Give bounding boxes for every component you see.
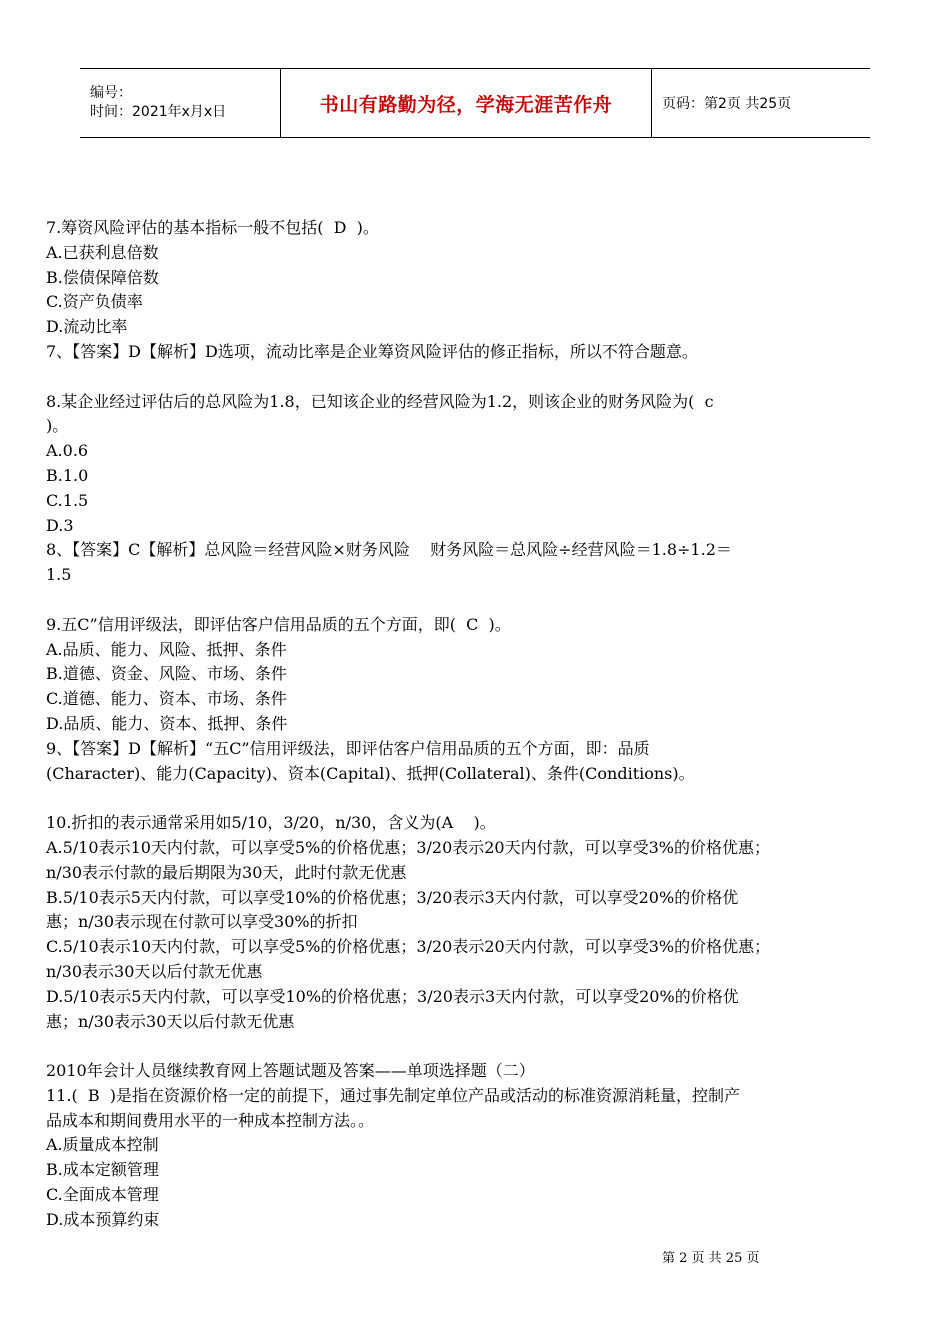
text-line: B.道德、资金、风险、市场、条件	[46, 664, 287, 684]
text-line: 1.5	[46, 565, 72, 585]
text-line: 7、【答案】D【解析】D选项，流动比率是企业筹资风险评估的修正指标，所以不符合题意。	[46, 341, 698, 361]
text-line: B.5/10表示5天内付款，可以享受10%的价格优惠；3/20表示3天内付款，可以享受20%的价格优	[46, 887, 739, 907]
header-right-cell	[652, 69, 870, 137]
text-line: B.成本定额管理	[46, 1160, 159, 1180]
text-line: 惠；n/30表示30天以后付款无优惠	[46, 1011, 295, 1031]
text-line: D.品质、能力、资本、抵押、条件	[46, 713, 288, 733]
text-line: A.5/10表示10天内付款，可以享受5%的价格优惠；3/20表示20天内付款，可以享受3%的价格优惠；	[46, 837, 770, 857]
blank-line	[46, 365, 896, 390]
text-line: 品成本和期间费用水平的一种成本控制方法。。	[46, 1110, 375, 1130]
page-header	[80, 68, 870, 138]
text-line: D.5/10表示5天内付款，可以享受10%的价格优惠；3/20表示3天内付款，可以享受20%的价格优	[46, 986, 739, 1006]
text-line: B.偿债保障倍数	[46, 267, 159, 287]
text-line: A.已获利息倍数	[46, 242, 159, 262]
blank-line	[46, 588, 896, 613]
text-line: B.1.0	[46, 465, 89, 485]
text-line: D.成本预算约束	[46, 1209, 160, 1229]
text-line: A.质量成本控制	[46, 1135, 159, 1155]
header-left-cell	[80, 69, 280, 137]
text-line: 11.( B )是指在资源价格一定的前提下，通过事先制定单位产品或活动的标准资源消耗量，控制产	[46, 1085, 741, 1105]
text-line: 10.折扣的表示通常采用如5/10，3/20，n/30，含义为(A )。	[46, 813, 496, 833]
text-line: 8、【答案】C【解析】总风险＝经营风险×财务风险 财务风险＝总风险÷经营风险＝1.8÷1.2＝	[46, 540, 732, 560]
text-line: 9、【答案】D【解析】“五C”信用评级法，即评估客户信用品质的五个方面，即：品质	[46, 738, 650, 758]
text-line: C.道德、能力、资本、市场、条件	[46, 689, 287, 709]
text-line: D.流动比率	[46, 317, 128, 337]
text-line: 7.筹资风险评估的基本指标一般不包括( D )。	[46, 218, 379, 237]
page-footer: 第 2 页 共 25 页	[662, 1251, 760, 1266]
text-line: 惠；n/30表示现在付款可以享受30%的折扣	[46, 912, 358, 932]
header-page-label: 页码：第2页 共25页	[662, 96, 792, 112]
text-line: C.全面成本管理	[46, 1185, 159, 1205]
blank-line	[46, 786, 896, 811]
text-line: )。	[46, 416, 69, 436]
text-line: C.资产负债率	[46, 292, 143, 312]
document-date-label: 时间：2021年x月x日	[90, 104, 227, 120]
document-number-label: 编号：	[90, 85, 132, 101]
text-line: C.5/10表示10天内付款，可以享受5%的价格优惠；3/20表示20天内付款，可以享受3%的价格优惠；	[46, 937, 771, 957]
text-line: A.0.6	[46, 441, 89, 461]
text-line: A.品质、能力、风险、抵押、条件	[46, 639, 287, 659]
document-body	[46, 216, 896, 1233]
text-line: n/30表示30天以后付款无优惠	[46, 961, 263, 981]
text-line: D.3	[46, 515, 74, 535]
text-line: 8.某企业经过评估后的总风险为1.8，已知该企业的经营风险为1.2，则该企业的财务风险为( c	[46, 391, 714, 411]
header-motto-cell	[280, 69, 652, 137]
text-line: 9.五C”信用评级法，即评估客户信用品质的五个方面，即( C )。	[46, 614, 511, 634]
text-line: C.1.5	[46, 490, 89, 510]
text-line: n/30表示付款的最后期限为30天，此时付款无优惠	[46, 862, 407, 882]
header-motto: 书山有路勤为径，学海无涯苦作舟	[319, 93, 613, 116]
text-line: (Character)、能力(Capacity)、资本(Capital)、抵押(Collateral)、条件(Conditions)。	[46, 763, 695, 783]
blank-line	[46, 1034, 896, 1059]
text-line: 2010年会计人员继续教育网上答题试题及答案——单项选择题（二）	[46, 1061, 535, 1081]
